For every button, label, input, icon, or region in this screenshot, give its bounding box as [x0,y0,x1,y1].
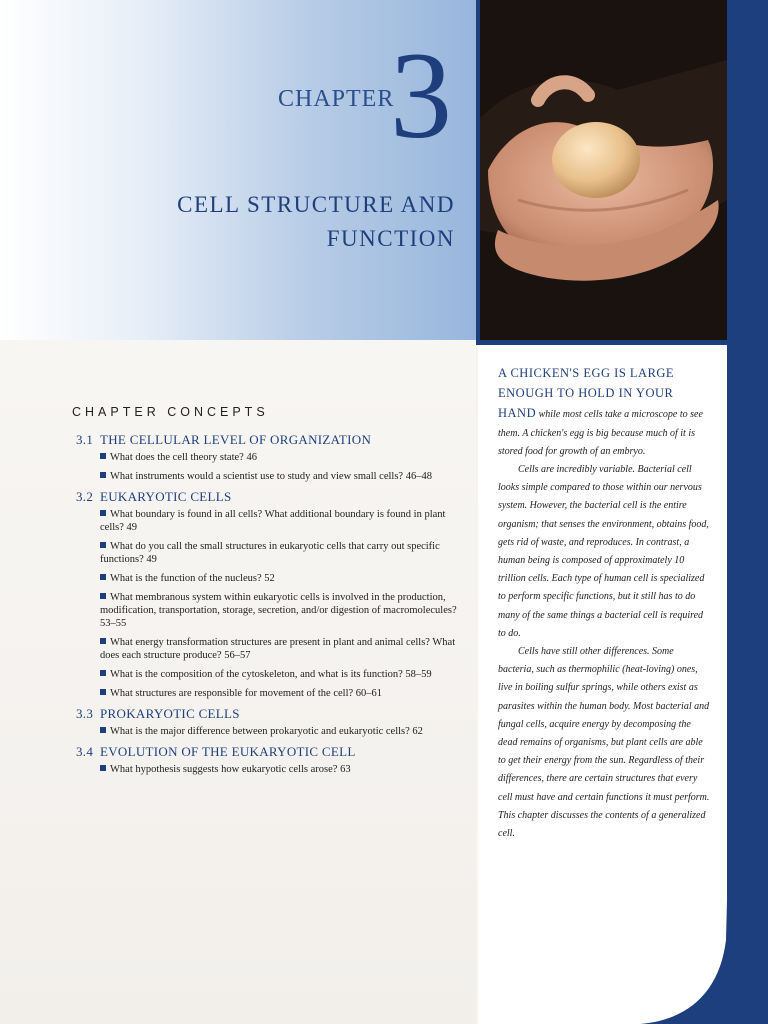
question-text: What is the composition of the cytoskeleton, and what is its function? 58–59 [110,669,432,680]
hands-holding-egg-photo [478,0,727,342]
chapter-title-line1: CELL STRUCTURE AND [177,192,455,217]
sidebar-lead-text: while most cells take a microscope to see them. A chicken's egg is big because much of it is stored food for growth of an embryo. [498,409,703,457]
section-title [76,744,466,760]
page-corner-curve [640,900,768,1024]
concept-question [100,591,466,630]
sidebar-paragraph-2: Cells are incredibly variable. Bacterial cell looks simple compared to those within our nervous system. However, the bacterial cell is the entire organism; that senses the environment, obtains food, gets rid of waste, and reproduces. In contrast, a human being is composed of approximately 10 trillion cells. Each type of human cell is specialized to perform specific functions, but it still has to do many of the same things a bacterial cell is required to do. [498,464,709,639]
square-bullet-icon [100,510,106,516]
square-bullet-icon [100,638,106,644]
section-title-text: PROKARYOTIC CELLS [100,706,240,721]
square-bullet-icon [100,593,106,599]
chapter-title [150,188,455,256]
section-number: 3.3 [76,706,94,721]
concept-question [100,508,466,534]
question-text: What energy transformation structures are present in plant and animal cells? What does each structure produce? 56–57 [100,637,456,661]
square-bullet-icon [100,670,106,676]
chapter-number: 3 [390,27,452,164]
sidebar-lead [498,364,710,843]
photo-left-border [476,0,480,345]
concepts-list [76,432,466,782]
square-bullet-icon [100,542,106,548]
square-bullet-icon [100,574,106,580]
question-text: What does the cell theory state? 46 [110,452,257,463]
question-text: What is the function of the nucleus? 52 [110,573,275,584]
square-bullet-icon [100,765,106,771]
concept-question [100,725,466,738]
question-text: What do you call the small structures in eukaryotic cells that carry out specific functions? 49 [100,541,440,565]
square-bullet-icon [100,453,106,459]
chapter-title-line2: FUNCTION [326,226,455,251]
question-text: What structures are responsible for movement of the cell? 60–61 [110,688,383,699]
concept-question [100,572,466,585]
concept-section [76,432,466,483]
sidebar-paragraph-3: Cells have still other differences. Some bacteria, such as thermophilic (heat-loving) ones, live in boiling sulfur springs, while others exist as parasites within the human body. Most bacterial and fungal cells, acquire energy by decomposing the dead remains of organisms, but plant cells are able to get their energy from the sun. Regardless of their differences, there are certain structures that every cell must have and certain functions it must perform. This chapter discusses the contents of a generalized cell. [498,646,710,840]
question-text: What boundary is found in all cells? What additional boundary is found in plant cells? 49 [100,509,446,533]
chapter-label: CHAPTER [278,86,395,112]
section-title [76,432,466,448]
concept-section [76,744,466,776]
question-text: What membranous system within eukaryotic cells is involved in the production, modification, transportation, storage, secretion, and/or digestion of macromolecules? 53–55 [100,592,457,629]
photo-illustration [478,0,727,342]
concept-section [76,706,466,738]
concept-section [76,489,466,700]
section-number: 3.4 [76,744,94,759]
sidebar-heading: A CHICKEN'S EGG IS LARGE ENOUGH TO HOLD IN YOUR HAND [498,366,675,421]
question-text: What hypothesis suggests how eukaryotic cells arose? 63 [110,764,351,775]
section-number: 3.1 [76,432,94,447]
square-bullet-icon [100,727,106,733]
concept-question [100,636,466,662]
concepts-heading: CHAPTER CONCEPTS [72,405,269,419]
section-title-text: EVOLUTION OF THE EUKARYOTIC CELL [100,744,356,759]
right-edge-bar [727,0,768,1024]
concept-question [100,668,466,681]
section-title [76,706,466,722]
section-title [76,489,466,505]
concept-question [100,451,466,464]
concept-question [100,763,466,776]
square-bullet-icon [100,472,106,478]
section-title-text: THE CELLULAR LEVEL OF ORGANIZATION [100,432,372,447]
question-text: What instruments would a scientist use to study and view small cells? 46–48 [110,471,432,482]
concept-question [100,470,466,483]
question-text: What is the major difference between prokaryotic and eukaryotic cells? 62 [110,726,423,737]
section-number: 3.2 [76,489,94,504]
concept-question [100,687,466,700]
section-title-text: EUKARYOTIC CELLS [100,489,232,504]
concept-question [100,540,466,566]
square-bullet-icon [100,689,106,695]
